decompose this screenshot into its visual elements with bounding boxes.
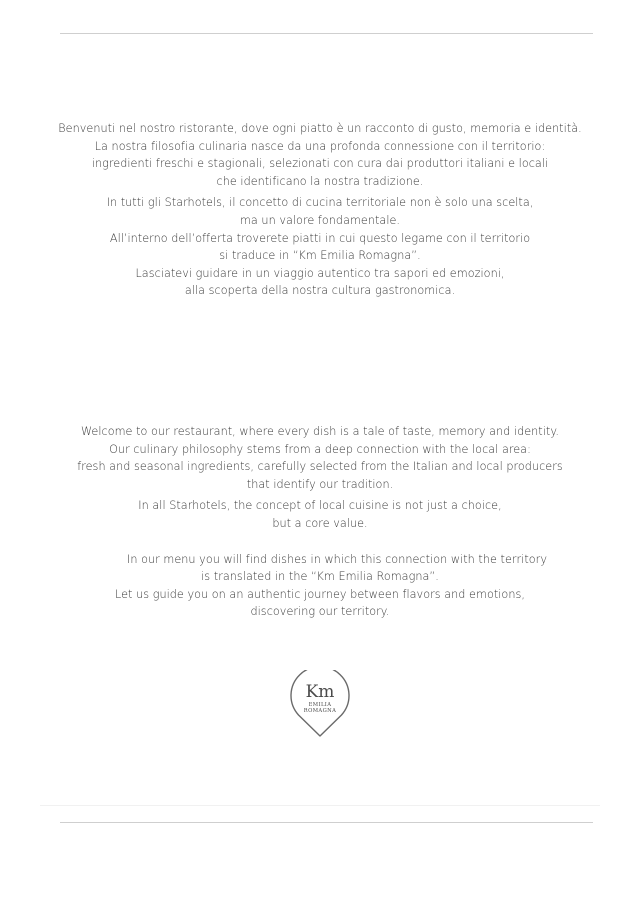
english-line: Welcome to our restaurant, where every dish is a tale of taste, memory and identity.: [80, 425, 560, 438]
english-line: discovering our territory.: [250, 605, 390, 619]
english-line: Let us guide you on an authentic journey between flavors and emotions,: [115, 587, 525, 601]
english-line: but a core value.: [272, 516, 368, 530]
italian-line: In tutti gli Starhotels, il concetto di cucina territoriale non è solo una scelta,: [106, 196, 534, 210]
logo-km-text: Km: [305, 682, 335, 702]
english-line: fresh and seasonal ingredients, carefully selected from the Italian and local producers: [77, 460, 563, 474]
english-line: is translated in the “Km Emilia Romagna”.: [201, 570, 439, 584]
map-pin-badge-icon: [288, 670, 352, 738]
english-line: In our menu you will find dishes in which this connection with the territory: [127, 552, 547, 566]
logo-region-line-1: EMILIA: [308, 702, 332, 708]
top-divider: [60, 33, 593, 34]
italian-line: alla scoperta della nostra cultura gastronomica.: [184, 284, 456, 298]
english-line: In all Starhotels, the concept of local cuisine is not just a choice,: [138, 499, 502, 513]
faint-divider: [40, 805, 600, 806]
logo-region-line-2: ROMAGNA: [303, 708, 337, 714]
english-line: Our culinary philosophy stems from a deep connection with the local area:: [109, 442, 531, 456]
italian-line: Lasciatevi guidare in un viaggio autentico tra sapori ed emozioni,: [135, 266, 505, 280]
italian-line: All’interno dell’offerta troverete piatti in cui questo legame con il territorio: [109, 231, 531, 245]
km-emilia-romagna-logo: [288, 670, 352, 738]
italian-line: Benvenuti nel nostro ristorante, dove ogni piatto è un racconto di gusto, memoria e identità.: [58, 122, 582, 135]
english-line: that identify our tradition.: [246, 477, 394, 491]
italian-intro: [20, 120, 620, 300]
italian-line: La nostra filosofia culinaria nasce da una profonda connessione con il territorio:: [94, 139, 546, 153]
english-intro: [20, 423, 620, 621]
italian-line: ingredienti freschi e stagionali, selezionati con cura dai produttori italiani e locali: [91, 157, 549, 171]
italian-line: che identificano la nostra tradizione.: [216, 174, 424, 188]
bottom-divider: [60, 822, 593, 823]
italian-line: si traduce in “Km Emilia Romagna”.: [219, 249, 421, 263]
italian-line: ma un valore fondamentale.: [239, 213, 401, 227]
